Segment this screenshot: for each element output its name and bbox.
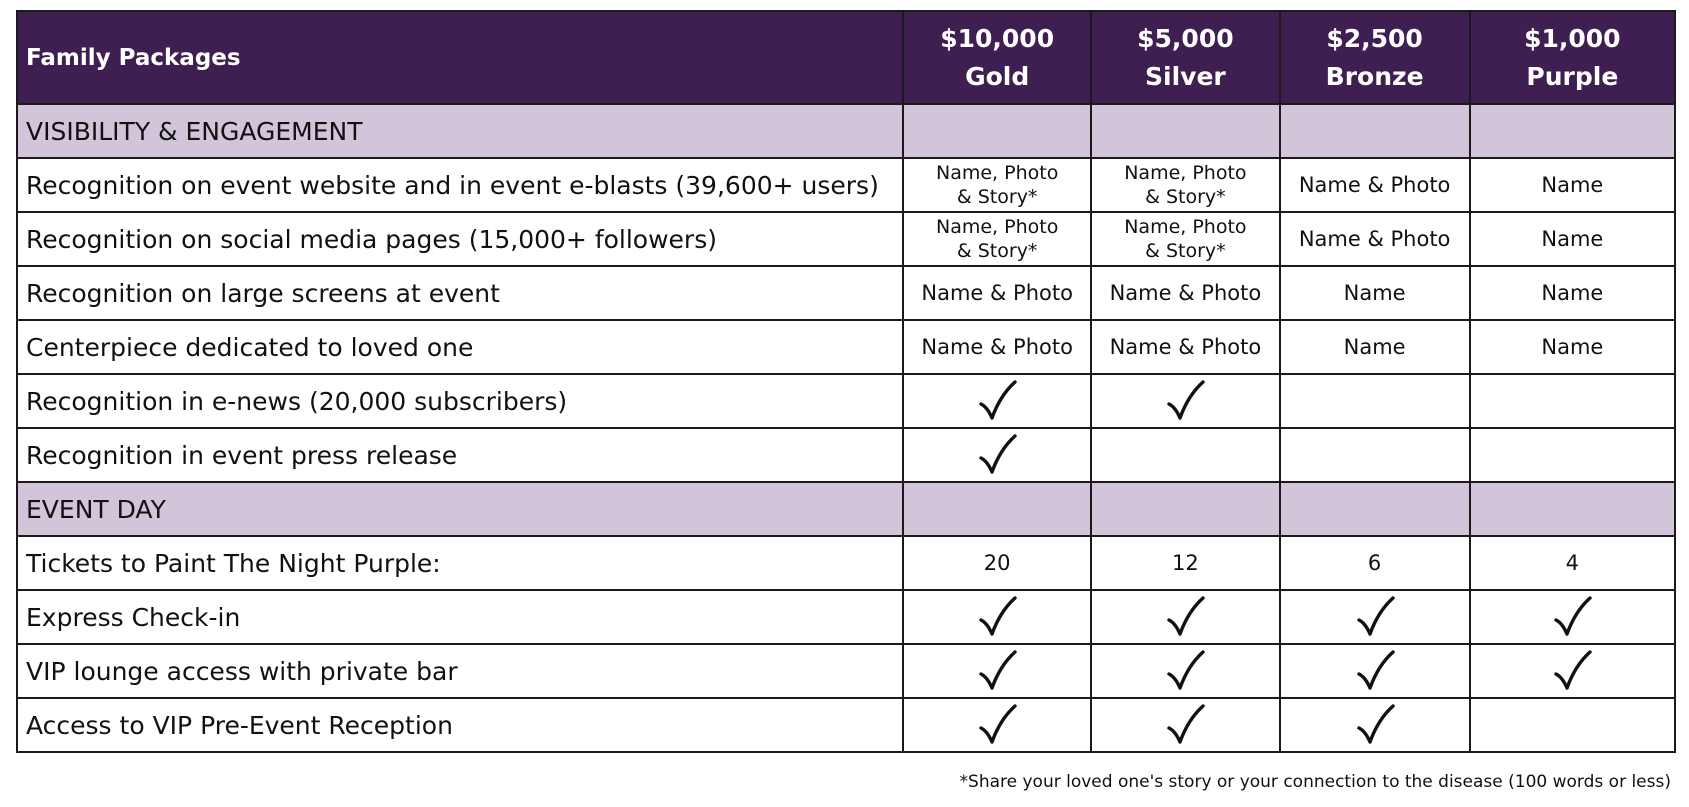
- table-row: [17, 698, 1675, 752]
- check-cell: [1280, 698, 1470, 752]
- table-row: [17, 320, 1675, 374]
- section-cell: [903, 482, 1091, 536]
- checkmark-icon: [1550, 594, 1594, 640]
- value-cell: Name: [1470, 266, 1675, 320]
- check-cell: [903, 698, 1091, 752]
- value-cell: Name & Photo: [1091, 320, 1279, 374]
- table-row: [17, 374, 1675, 428]
- value-cell: [1091, 428, 1279, 482]
- checkmark-icon: [1353, 702, 1397, 748]
- checkmark-icon: [975, 648, 1019, 694]
- checkmark-icon: [1353, 594, 1397, 640]
- table-row: [17, 428, 1675, 482]
- section-cell: [903, 104, 1091, 158]
- value-cell: Name & Photo: [1091, 266, 1279, 320]
- feature-label: VIP lounge access with private bar: [17, 644, 903, 698]
- value-cell: Name, Photo & Story*: [1091, 158, 1279, 212]
- table-row: [17, 158, 1675, 212]
- value-cell: Name & Photo: [1280, 212, 1470, 266]
- checkmark-icon: [1550, 648, 1594, 694]
- tier-price: $5,000: [1137, 23, 1234, 53]
- tier-gold: [903, 11, 1091, 104]
- table-row: [17, 266, 1675, 320]
- value-cell: Name & Photo: [903, 320, 1091, 374]
- table-title: Family Packages: [17, 11, 903, 104]
- value-cell: Name: [1470, 158, 1675, 212]
- value-cell: [1470, 428, 1675, 482]
- checkmark-icon: [1353, 648, 1397, 694]
- value-cell: Name, Photo & Story*: [903, 158, 1091, 212]
- check-cell: [1280, 644, 1470, 698]
- checkmark-icon: [975, 702, 1019, 748]
- table-row: [17, 644, 1675, 698]
- feature-label: Express Check-in: [17, 590, 903, 644]
- value-cell: [1470, 374, 1675, 428]
- section-cell: [1470, 482, 1675, 536]
- value-cell: [1280, 374, 1470, 428]
- feature-label: Access to VIP Pre-Event Reception: [17, 698, 903, 752]
- tier-purple: [1470, 11, 1675, 104]
- checkmark-icon: [975, 594, 1019, 640]
- section-row: [17, 482, 1675, 536]
- section-row: [17, 104, 1675, 158]
- section-cell: [1091, 104, 1279, 158]
- table-row: [17, 536, 1675, 590]
- tier-name: Purple: [1526, 61, 1619, 91]
- tier-name: Bronze: [1325, 61, 1424, 91]
- value-cell: [1280, 428, 1470, 482]
- footnote: *Share your loved one's story or your connection to the disease (100 words or less): [959, 772, 1671, 792]
- check-cell: [1091, 374, 1279, 428]
- feature-label: Centerpiece dedicated to loved one: [17, 320, 903, 374]
- feature-label: Recognition on large screens at event: [17, 266, 903, 320]
- check-cell: [1470, 644, 1675, 698]
- section-cell: [1280, 482, 1470, 536]
- value-cell: Name & Photo: [903, 266, 1091, 320]
- tier-price: $2,500: [1326, 23, 1423, 53]
- value-cell: Name, Photo & Story*: [1091, 212, 1279, 266]
- check-cell: [903, 644, 1091, 698]
- check-cell: [1280, 590, 1470, 644]
- feature-label: Recognition on social media pages (15,000+ followers): [17, 212, 903, 266]
- checkmark-icon: [975, 378, 1019, 424]
- value-cell: 20: [903, 536, 1091, 590]
- checkmark-icon: [1163, 702, 1207, 748]
- feature-label: Recognition in e-news (20,000 subscribers): [17, 374, 903, 428]
- value-cell: Name: [1280, 320, 1470, 374]
- value-cell: Name & Photo: [1280, 158, 1470, 212]
- feature-label: Tickets to Paint The Night Purple:: [17, 536, 903, 590]
- checkmark-icon: [1163, 594, 1207, 640]
- section-label: EVENT DAY: [17, 482, 903, 536]
- check-cell: [903, 428, 1091, 482]
- tier-price: $10,000: [940, 23, 1055, 53]
- checkmark-icon: [1163, 648, 1207, 694]
- value-cell: Name: [1280, 266, 1470, 320]
- header-row: [17, 11, 1675, 104]
- value-cell: Name, Photo & Story*: [903, 212, 1091, 266]
- feature-label: Recognition on event website and in event e-blasts (39,600+ users): [17, 158, 903, 212]
- value-cell: [1470, 698, 1675, 752]
- value-cell: 6: [1280, 536, 1470, 590]
- tier-price: $1,000: [1524, 23, 1621, 53]
- check-cell: [1091, 590, 1279, 644]
- packages-table: [16, 10, 1676, 753]
- value-cell: Name: [1470, 320, 1675, 374]
- value-cell: Name: [1470, 212, 1675, 266]
- section-label: VISIBILITY & ENGAGEMENT: [17, 104, 903, 158]
- checkmark-icon: [975, 432, 1019, 478]
- table-row: [17, 212, 1675, 266]
- check-cell: [1470, 590, 1675, 644]
- value-cell: 12: [1091, 536, 1279, 590]
- checkmark-icon: [1163, 378, 1207, 424]
- check-cell: [1091, 644, 1279, 698]
- feature-label: Recognition in event press release: [17, 428, 903, 482]
- tier-name: Silver: [1145, 61, 1226, 91]
- section-cell: [1470, 104, 1675, 158]
- tier-bronze: [1280, 11, 1470, 104]
- value-cell: 4: [1470, 536, 1675, 590]
- check-cell: [903, 374, 1091, 428]
- table-row: [17, 590, 1675, 644]
- check-cell: [1091, 698, 1279, 752]
- tier-name: Gold: [965, 61, 1030, 91]
- check-cell: [903, 590, 1091, 644]
- section-cell: [1280, 104, 1470, 158]
- section-cell: [1091, 482, 1279, 536]
- table-body: [17, 104, 1675, 752]
- tier-silver: [1091, 11, 1279, 104]
